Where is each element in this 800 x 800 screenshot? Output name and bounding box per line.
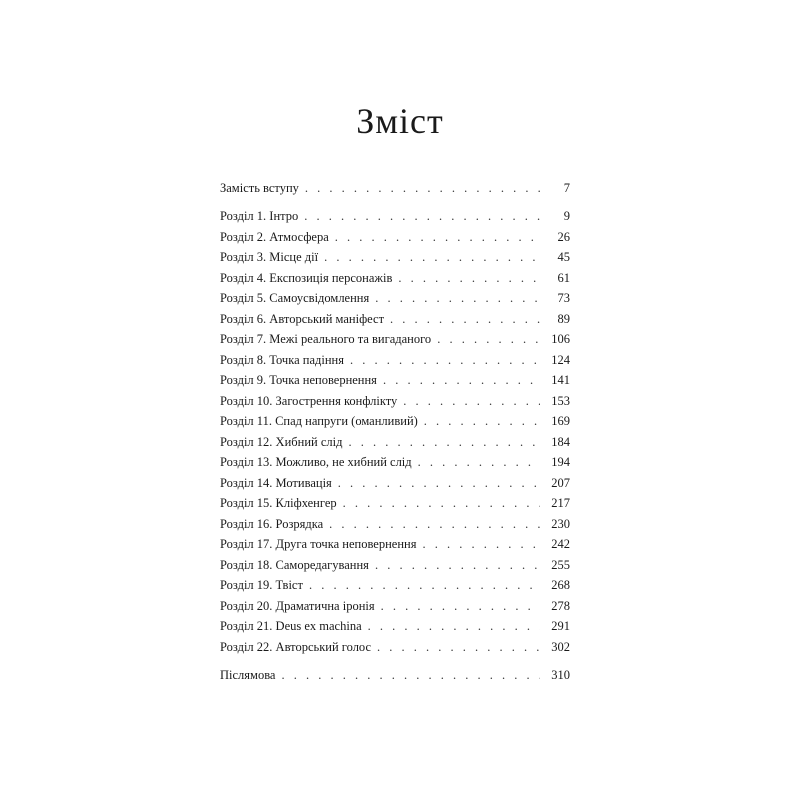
toc-entry-label: Розділ 14. Мотивація	[220, 475, 332, 490]
toc-entry-label: Розділ 20. Драматична іронія	[220, 598, 375, 613]
toc-entry-label: Розділ 9. Точка неповернення	[220, 373, 377, 387]
dot-leader	[305, 182, 540, 195]
toc-entry	[220, 395, 570, 411]
dot-leader	[424, 415, 540, 428]
toc-entry-label: Розділ 13. Можливо, не хибний слід	[220, 455, 412, 469]
dot-leader	[281, 669, 540, 682]
toc-entry-page-number: 141	[551, 373, 570, 387]
dot-leader	[343, 497, 540, 510]
dot-leader	[338, 477, 540, 490]
dot-leader	[368, 620, 540, 633]
toc-entry	[220, 436, 570, 452]
toc-entry-page-number: 278	[551, 598, 570, 613]
toc-entry	[220, 313, 570, 329]
toc-entry	[220, 231, 570, 247]
dot-leader	[375, 292, 540, 305]
toc-entry-page-number: 26	[557, 229, 570, 244]
toc-entry	[220, 374, 570, 390]
toc-entry-page-number: 302	[551, 639, 570, 654]
toc-entry-page-number: 153	[551, 393, 570, 408]
toc-entry-label: Розділ 4. Експозиція персонажів	[220, 270, 393, 285]
toc-entry-page-number: 45	[557, 250, 570, 264]
toc-entry-page-number: 7	[563, 181, 570, 195]
toc-entry	[220, 477, 570, 493]
toc-entry-page-number: 310	[551, 667, 570, 682]
dot-leader	[381, 600, 540, 613]
dot-leader	[335, 231, 540, 244]
toc-entry-page-number: 89	[557, 311, 570, 326]
toc-entry	[220, 415, 570, 431]
toc-entry	[220, 182, 570, 198]
toc-entry	[220, 641, 570, 657]
dot-leader	[418, 456, 540, 469]
toc-entry	[220, 272, 570, 288]
toc-entry-label: Розділ 5. Самоусвідомлення	[220, 291, 370, 305]
toc-entry-page-number: 124	[551, 352, 570, 367]
toc-entry	[220, 333, 570, 349]
toc-entry	[220, 620, 570, 636]
dot-leader	[348, 436, 540, 449]
dot-leader	[375, 559, 540, 572]
toc-entry-page-number: 255	[551, 557, 570, 572]
toc-entry-page-number: 184	[551, 434, 570, 449]
toc-entry	[220, 456, 570, 472]
toc-entry-label: Розділ 22. Авторський голос	[220, 639, 372, 654]
toc-entry-page-number: 268	[551, 578, 570, 592]
toc-entry-label: Розділ 3. Місце дії	[220, 250, 319, 264]
dot-leader	[437, 333, 540, 346]
toc-entry-label: Розділ 16. Розрядка	[220, 516, 324, 531]
toc-entry	[220, 251, 570, 267]
dot-leader	[329, 518, 540, 531]
toc-entry-label: Розділ 12. Хибний слід	[220, 434, 343, 449]
toc-entry-label: Розділ 11. Спад напруги (оманливий)	[220, 414, 418, 428]
toc-entry-page-number: 194	[551, 455, 570, 469]
toc-entry-label: Розділ 10. Загострення конфлікту	[220, 393, 398, 408]
toc-entry	[220, 210, 570, 226]
toc-entry	[220, 600, 570, 616]
toc-entry-label: Розділ 6. Авторський маніфест	[220, 311, 385, 326]
toc-entry-page-number: 291	[551, 619, 570, 633]
dot-leader	[403, 395, 540, 408]
dot-leader	[309, 579, 540, 592]
dot-leader	[398, 272, 540, 285]
toc-entry-page-number: 169	[551, 414, 570, 428]
dot-leader	[377, 641, 540, 654]
toc-entry	[220, 669, 570, 685]
dot-leader	[350, 354, 540, 367]
toc-entry	[220, 354, 570, 370]
toc-entry	[220, 292, 570, 308]
toc-entry	[220, 579, 570, 595]
toc-entry-page-number: 230	[551, 516, 570, 531]
dot-leader	[304, 210, 540, 223]
toc-entry-label: Замість вступу	[220, 181, 299, 195]
toc-entry-label: Розділ 19. Твіст	[220, 578, 303, 592]
toc-entry-page-number: 106	[551, 332, 570, 346]
toc-entry-label: Післямова	[220, 667, 276, 682]
toc-entry-label: Розділ 17. Друга точка неповернення	[220, 537, 417, 551]
dot-leader	[422, 538, 540, 551]
toc-entry-page-number: 9	[563, 209, 570, 223]
toc-entry	[220, 538, 570, 554]
toc-entry-page-number: 73	[557, 291, 570, 305]
toc-entry	[220, 497, 570, 513]
toc-entry-label: Розділ 21. Deus ex machina	[220, 619, 362, 633]
dot-leader	[324, 251, 540, 264]
page-title: Зміст	[356, 101, 444, 141]
toc-entry-page-number: 61	[557, 270, 570, 285]
toc-entry-label: Розділ 2. Атмосфера	[220, 229, 329, 244]
toc-entry-page-number: 207	[551, 475, 570, 490]
toc-entry-label: Розділ 7. Межі реального та вигаданого	[220, 332, 432, 346]
toc-entry-label: Розділ 8. Точка падіння	[220, 352, 344, 367]
toc-entry-page-number: 242	[551, 537, 570, 551]
toc-entry	[220, 559, 570, 575]
toc-entry-page-number: 217	[551, 496, 570, 510]
dot-leader	[383, 374, 540, 387]
toc-entry-label: Розділ 1. Інтро	[220, 209, 299, 223]
toc-entry-label: Розділ 18. Саморедагування	[220, 557, 369, 572]
toc-entry-label: Розділ 15. Кліфхенгер	[220, 496, 337, 510]
dot-leader	[390, 313, 540, 326]
toc-entry	[220, 518, 570, 534]
